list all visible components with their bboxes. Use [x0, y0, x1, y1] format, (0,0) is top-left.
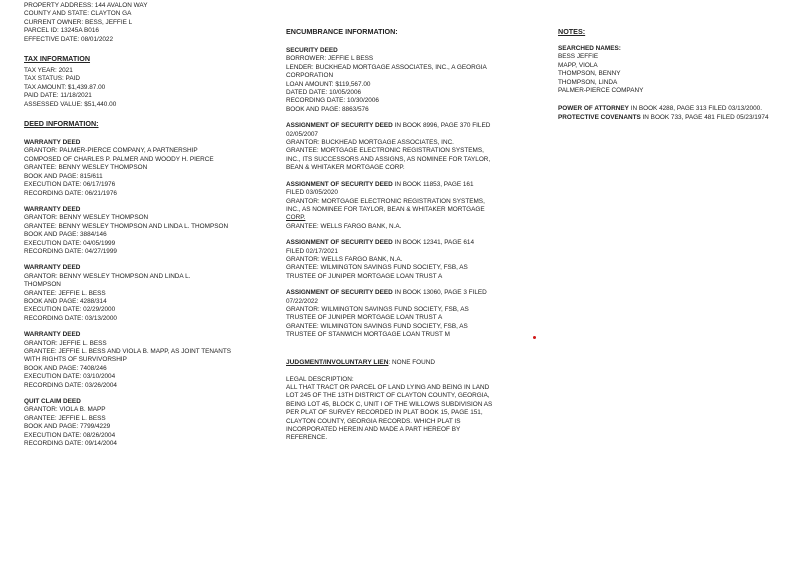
deed-line: BOOK AND PAGE: 3884/146: [24, 231, 107, 239]
deed-line: EXECUTION DATE: 04/05/1999: [24, 239, 116, 247]
deed-line: EXECUTION DATE: 08/26/2004: [24, 431, 116, 439]
deed-block: [24, 331, 260, 390]
legal-description: [286, 376, 518, 443]
deed-block: [24, 398, 260, 448]
assignment-line: GRANTEE: WELLS FARGO BANK, N.A.: [286, 222, 402, 230]
legal-line: LOT 245 OF THE 13TH DISTRICT OF CLAYTON COUNTY, GEORGIA,: [286, 392, 490, 400]
legal-label: LEGAL DESCRIPTION:: [286, 375, 354, 383]
deed-title: WARRANTY DEED: [24, 205, 81, 213]
deed-line: GRANTEE: JEFFIE L. BESS: [24, 414, 106, 422]
assignment-title: ASSIGNMENT OF SECURITY DEED: [286, 180, 393, 188]
deed-heading: DEED INFORMATION:: [24, 119, 99, 129]
security-deed-line: LOAN AMOUNT: $119,567.00: [286, 80, 371, 88]
judgment-value: : NONE FOUND: [388, 358, 435, 366]
assignment-line: FILED 02/17/2021: [286, 247, 338, 255]
deed-line: EXECUTION DATE: 02/29/2000: [24, 306, 116, 314]
deed-line: GRANTEE: BENNY WESLEY THOMPSON: [24, 164, 148, 172]
assignment-block: [286, 239, 518, 281]
assignment-block: [286, 181, 518, 231]
security-deed-line: DATED DATE: 10/05/2006: [286, 89, 362, 97]
deed-line: GRANTOR: BENNY WESLEY THOMPSON AND LINDA L.: [24, 272, 191, 280]
poa-text: IN BOOK 4288, PAGE 313 FILED 03/13/2000.: [628, 105, 762, 113]
searched-name: THOMPSON, LINDA: [558, 78, 618, 86]
deed-line: EXECUTION DATE: 03/10/2004: [24, 373, 116, 381]
assignment-book-ref: IN BOOK 13060, PAGE 3 FILED: [392, 289, 487, 297]
security-deed-line: RECORDING DATE: 10/30/2006: [286, 97, 379, 105]
deed-block: [24, 264, 260, 323]
deed-block: [24, 206, 260, 256]
encumbrance-heading: ENCUMBRANCE INFORMATION:: [286, 27, 398, 36]
assignment-line: TRUSTEE OF JUNIPER MORTGAGE LOAN TRUST A: [286, 314, 443, 322]
assignment-block: [286, 289, 518, 339]
deed-line: BOOK AND PAGE: 7408/246: [24, 364, 107, 372]
legal-line: INCORPORATED HEREIN AND MADE A PART HEREOF BY: [286, 426, 461, 434]
searched-names-list: [558, 53, 794, 95]
security-deed-line: LENDER: BUCKHEAD MORTGAGE ASSOCIATES, INC., A GEORGIA: [286, 63, 487, 71]
assignment-book-ref: IN BOOK 8996, PAGE 370 FILED: [392, 122, 491, 130]
tax-heading: TAX INFORMATION: [24, 54, 91, 64]
security-deed-line: BORROWER: JEFFIE L BESS: [286, 55, 374, 63]
assignment-line: CORP.: [286, 214, 306, 222]
searched-names-label: SEARCHED NAMES:: [558, 45, 621, 52]
assignment-line: GRANTOR: WELLS FARGO BANK, N.A.: [286, 255, 403, 263]
security-deed-line: CORPORATION: [286, 72, 334, 80]
deed-line: BOOK AND PAGE: 4288/314: [24, 297, 107, 305]
assignment-block: [286, 122, 518, 172]
deed-line: RECORDING DATE: 09/14/2004: [24, 440, 117, 448]
tax-line: PAID DATE: 11/18/2021: [24, 92, 92, 100]
assignment-title: ASSIGNMENT OF SECURITY DEED: [286, 289, 393, 297]
header-line: PROPERTY ADDRESS: 144 AVALON WAY: [24, 2, 148, 9]
assignment-line: BEAN & WHITAKER MORTGAGE CORP.: [286, 164, 405, 172]
searched-name: BESS JEFFIE: [558, 53, 599, 61]
deed-line: RECORDING DATE: 06/21/1976: [24, 189, 117, 197]
deed-line: GRANTOR: JEFFIE L. BESS: [24, 339, 107, 347]
header-line: COUNTY AND STATE: CLAYTON GA: [24, 10, 132, 18]
deed-line: WITH RIGHTS OF SURVIVORSHIP: [24, 356, 127, 364]
pc-label: PROTECTIVE COVENANTS: [558, 113, 641, 121]
security-deed-title: SECURITY DEED: [286, 47, 338, 54]
assignment-line: GRANTEE: WILMINGTON SAVINGS FUND SOCIETY, FSB, AS: [286, 322, 468, 330]
deed-line: GRANTOR: BENNY WESLEY THOMPSON: [24, 214, 149, 222]
assignment-line: GRANTOR: MORTGAGE ELECTRONIC REGISTRATION SYSTEMS,: [286, 197, 485, 205]
judgment-row: [286, 358, 518, 368]
notes-column: [558, 27, 794, 122]
assignment-line: 07/22/2022: [286, 297, 318, 305]
assignment-line: GRANTOR: BUCKHEAD MORTGAGE ASSOCIATES, INC.: [286, 139, 454, 147]
tax-info: [24, 67, 260, 109]
assignment-line: TRUSTEE OF JUNIPER MORTGAGE LOAN TRUST A: [286, 272, 443, 280]
deed-line: RECORDING DATE: 04/27/1999: [24, 247, 117, 255]
deed-line: EXECUTION DATE: 06/17/1976: [24, 181, 116, 189]
deed-line: BOOK AND PAGE: 7799/4229: [24, 423, 111, 431]
pc-text: IN BOOK 733, PAGE 481 FILED 05/23/1974: [640, 113, 769, 121]
deed-line: GRANTOR: VIOLA B. MAPP: [24, 406, 106, 414]
assignment-line: 02/05/2007: [286, 130, 318, 138]
deed-line: GRANTEE: BENNY WESLEY THOMPSON AND LINDA L. THOMPSON: [24, 222, 229, 230]
security-deed-line: BOOK AND PAGE: 8863/576: [286, 105, 369, 113]
legal-line: CLAYTON COUNTY, GEORGIA RECORDS. WHICH PLAT IS: [286, 417, 461, 425]
deed-line: THOMPSON: [24, 281, 61, 289]
property-column: [24, 2, 260, 448]
notes-heading: NOTES:: [558, 27, 586, 36]
protective-covenants-note: [558, 114, 794, 122]
assignment-line: GRANTOR: WILMINGTON SAVINGS FUND SOCIETY, FSB, AS: [286, 305, 469, 313]
deed-line: RECORDING DATE: 03/26/2004: [24, 381, 117, 389]
deed-block: [24, 139, 260, 198]
judgment-heading: JUDGMENT/INVOLUNTARY LIEN: [286, 358, 389, 366]
legal-line: BEING LOT 45, BLOCK C, UNIT I OF THE WILLOWS SUBDIVISION AS: [286, 400, 493, 408]
legal-line: ALL THAT TRACT OR PARCEL OF LAND LYING AND BEING IN LAND: [286, 384, 490, 391]
poa-label: POWER OF ATTORNEY: [558, 105, 629, 113]
assignment-line: INC., ITS SUCCESSORS AND ASSIGNS, AS NOMINEE FOR TAYLOR,: [286, 155, 491, 163]
deed-line: GRANTEE: JEFFIE L. BESS AND VIOLA B. MAPP, AS JOINT TENANTS: [24, 348, 232, 355]
property-header: [24, 2, 260, 44]
header-line: EFFECTIVE DATE: 08/01/2022: [24, 35, 114, 43]
deed-line: COMPOSED OF CHARLES P. PALMER AND WOODY H. PIERCE: [24, 155, 214, 163]
deed-line: GRANTOR: PALMER-PIERCE COMPANY, A PARTNERSHIP: [24, 147, 198, 155]
header-line: CURRENT OWNER: BESS, JEFFIE L: [24, 18, 133, 26]
tax-line: TAX YEAR: 2021: [24, 67, 73, 75]
deed-title: WARRANTY DEED: [24, 139, 81, 147]
encumbrance-column: [286, 27, 518, 443]
assignment-line: TRUSTEE OF STANWICH MORTGAGE LOAN TRUST M: [286, 331, 450, 339]
assignment-book-ref: IN BOOK 12341, PAGE 614: [392, 239, 474, 247]
deed-title: WARRANTY DEED: [24, 331, 81, 339]
searched-name: PALMER-PIERCE COMPANY: [558, 87, 644, 95]
red-marker-dot: [533, 336, 536, 339]
deed-line: RECORDING DATE: 03/13/2000: [24, 314, 117, 322]
legal-line: PER PLAT OF SURVEY RECORDED IN PLAT BOOK 15, PAGE 151,: [286, 409, 483, 417]
security-deed-block: [286, 47, 518, 114]
tax-line: TAX AMOUNT: $1,439.87.00: [24, 83, 106, 91]
assignment-line: GRANTEE: MORTGAGE ELECTRONIC REGISTRATION SYSTEMS,: [286, 147, 484, 155]
searched-name: THOMPSON, BENNY: [558, 70, 621, 78]
header-line: PARCEL ID: 13245A B016: [24, 27, 99, 35]
deed-line: GRANTEE: JEFFIE L. BESS: [24, 289, 106, 297]
assignment-line: FILED 03/05/2020: [286, 189, 338, 197]
tax-line: ASSESSED VALUE: $51,440.00: [24, 100, 117, 108]
deed-line: BOOK AND PAGE: 815/611: [24, 172, 103, 180]
assignment-title: ASSIGNMENT OF SECURITY DEED: [286, 122, 393, 130]
deed-title: QUIT CLAIM DEED: [24, 398, 81, 406]
assignment-book-ref: IN BOOK 11853, PAGE 161: [392, 180, 474, 188]
assignment-line: GRANTEE: WILMINGTON SAVINGS FUND SOCIETY, FSB, AS: [286, 264, 468, 272]
assignment-title: ASSIGNMENT OF SECURITY DEED: [286, 239, 393, 247]
searched-name: MAPP, VIOLA: [558, 61, 598, 69]
deed-title: WARRANTY DEED: [24, 264, 81, 272]
assignment-line: INC., AS NOMINEE FOR TAYLOR, BEAN & WHITAKER MORTGAGE: [286, 205, 485, 213]
legal-line: REFERENCE.: [286, 434, 328, 442]
power-of-attorney-note: [558, 105, 794, 113]
tax-line: TAX STATUS: PAID: [24, 75, 80, 83]
